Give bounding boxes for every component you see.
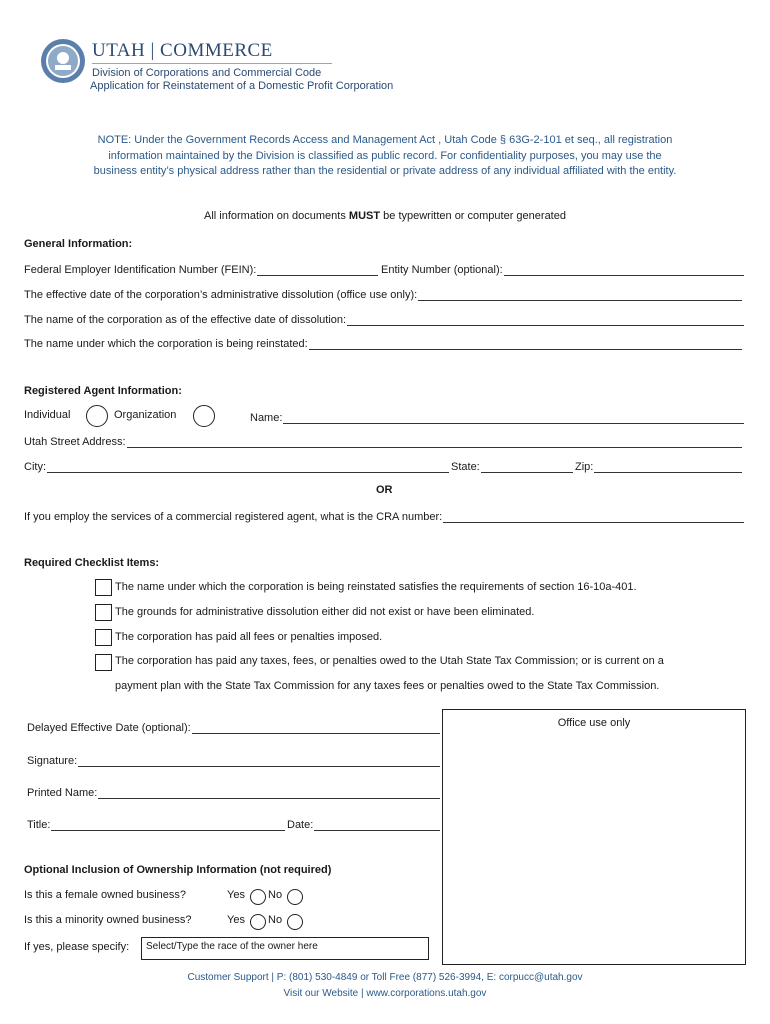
cra-number-label: If you employ the services of a commercial registered agent, what is the CRA number: [24,511,443,523]
entity-number-field[interactable] [381,262,744,276]
organization-label: Organization [114,409,177,421]
signature-input-line[interactable] [78,756,440,767]
dissolution-date-label: The effective date of the corporation’s administrative dissolution (office use only): [24,289,418,301]
cra-number-field[interactable] [24,509,744,523]
individual-radio[interactable] [86,405,108,427]
checklist-checkbox-4[interactable] [95,654,112,671]
city-input-line[interactable] [47,462,449,473]
name-at-dissolution-field[interactable] [24,312,744,326]
footer-support: Customer Support | P: (801) 530-4849 or Toll Free (877) 526-3994, E: corpucc@utah.gov [187,972,583,983]
organization-radio[interactable] [193,405,215,427]
signature-field[interactable] [27,753,440,767]
agent-name-label: Name: [250,412,283,424]
office-use-box [442,709,746,965]
brand-title: UTAH | COMMERCE [92,40,273,61]
female-yes-radio[interactable] [250,889,266,905]
typed-notice-after: be typewritten or computer generated [380,210,566,222]
female-no-radio[interactable] [287,889,303,905]
privacy-note: NOTE: Under the Government Records Access and Management Act , Utah Code § 63G-2-101 et seq., all registration information maintained by the Division is classified as public record. For confidentiality purposes, you may use the business entity’s physical address rather than the residential or private address of any individual affiliated with the entity. [93,134,677,177]
state-input-line[interactable] [481,462,573,473]
reinstated-name-label: The name under which the corporation is being reinstated: [24,338,308,350]
state-field[interactable] [451,459,573,473]
checklist-checkbox-2[interactable] [95,604,112,621]
printed-name-input-line[interactable] [98,788,440,799]
title-field[interactable] [27,817,285,831]
fein-field[interactable] [24,262,378,276]
checklist-item-1: The name under which the corporation is being reinstated satisfies the requirements of section 16-10a-401. [115,581,637,593]
date-input-line[interactable] [314,820,440,831]
date-field[interactable] [287,817,440,831]
delayed-date-label: Delayed Effective Date (optional): [27,722,191,734]
minority-no-radio[interactable] [287,914,303,930]
female-yes-label: Yes [227,889,245,901]
typed-notice [0,210,770,222]
dissolution-date-field[interactable] [24,287,742,301]
agent-name-field[interactable] [250,410,744,424]
minority-yes-radio[interactable] [250,914,266,930]
city-label: City: [24,461,46,473]
entity-number-input-line[interactable] [504,265,744,276]
zip-label: Zip: [575,461,594,473]
entity-number-label: Entity Number (optional): [381,264,503,276]
or-divider-label: OR [376,484,393,496]
minority-owned-label: Is this a minority owned business? [24,914,192,926]
owner-race-select[interactable]: Select/Type the race of the owner here [141,937,429,960]
street-address-input-line[interactable] [127,437,743,448]
brand-divider [92,63,332,64]
ownership-heading: Optional Inclusion of Ownership Information (not required) [24,864,332,876]
delayed-date-field[interactable] [27,720,440,734]
state-label: State: [451,461,480,473]
printed-name-field[interactable] [27,785,440,799]
checklist-heading: Required Checklist Items: [24,557,160,569]
division-name: Division of Corporations and Commercial Code [92,67,322,79]
agent-name-input-line[interactable] [283,413,744,424]
specify-label: If yes, please specify: [24,941,130,953]
fein-label: Federal Employer Identification Number (FEIN): [24,264,257,276]
street-address-label: Utah Street Address: [24,436,126,448]
female-no-label: No [268,889,283,901]
checklist-item-3: The corporation has paid all fees or penalties imposed. [115,631,383,643]
street-address-field[interactable] [24,434,742,448]
checklist-checkbox-3[interactable] [95,629,112,646]
printed-name-label: Printed Name: [27,787,98,799]
cra-number-input-line[interactable] [443,512,744,523]
utah-seal-logo [40,38,86,84]
delayed-date-input-line[interactable] [192,723,440,734]
general-heading: General Information: [24,238,133,250]
name-at-dissolution-label: The name of the corporation as of the effective date of dissolution: [24,314,347,326]
dissolution-date-input-line[interactable] [418,290,742,301]
minority-yes-label: Yes [227,914,245,926]
checklist-item-4: The corporation has paid any taxes, fees, or penalties owed to the Utah State Tax Commission; or is current on a [115,655,664,667]
individual-label: Individual [24,409,71,421]
reinstated-name-input-line[interactable] [309,339,742,350]
form-title: Application for Reinstatement of a Domestic Profit Corporation [90,80,394,92]
typed-notice-before: All information on documents [204,210,349,222]
checklist-item-4-continued: payment plan with the State Tax Commission for any taxes fees or penalties owed to the State Tax Commission. [115,680,660,692]
zip-field[interactable] [575,459,742,473]
signature-label: Signature: [27,755,78,767]
checklist-item-2: The grounds for administrative dissolution either did not exist or have been eliminated. [115,606,535,618]
zip-input-line[interactable] [594,462,742,473]
minority-no-label: No [268,914,283,926]
city-field[interactable] [24,459,449,473]
checklist-checkbox-1[interactable] [95,579,112,596]
fein-input-line[interactable] [257,265,378,276]
female-owned-label: Is this a female owned business? [24,889,187,901]
office-use-label: Office use only [557,717,631,729]
agent-heading: Registered Agent Information: [24,385,182,397]
title-input-line[interactable] [51,820,285,831]
footer-website: Visit our Website | www.corporations.utah.gov [283,988,487,999]
title-label: Title: [27,819,51,831]
name-at-dissolution-input-line[interactable] [347,315,744,326]
date-label: Date: [287,819,314,831]
reinstated-name-field[interactable] [24,336,742,350]
typed-notice-must: MUST [348,210,381,222]
